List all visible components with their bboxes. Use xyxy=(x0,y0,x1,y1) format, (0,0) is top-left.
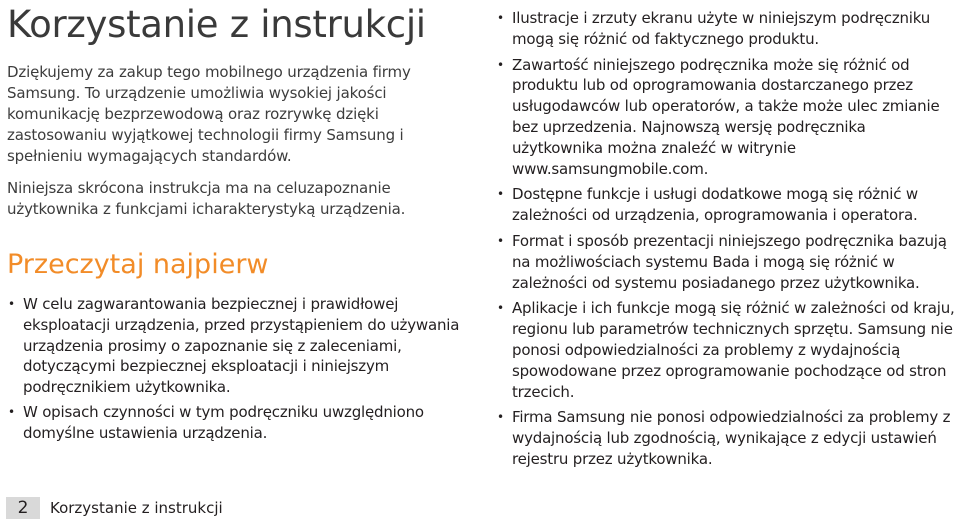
right-column xyxy=(496,8,958,470)
list-item xyxy=(496,231,958,293)
read-first-list xyxy=(7,294,467,444)
bullet-icon: • xyxy=(497,410,504,425)
list-item-text: Firma Samsung nie ponosi odpowiedzialności za problemy z wydajnością lub zgodnością, wynikające z edycji ustawień rejestru przez użytkownika. xyxy=(512,408,951,468)
list-item xyxy=(7,294,467,398)
page-footer xyxy=(0,497,300,519)
list-item-text: Format i sposób prezentacji niniejszego podręcznika bazują na możliwościach systemu Bada i mogą się różnić w zależności od systemu posiadanego przez użytkownika. xyxy=(512,231,947,292)
bullet-icon: • xyxy=(497,11,504,25)
list-item-text: Zawartość niniejszego podręcznika może się różnić od produktu lub od oprogramowania dostarczanego przez usługodawców lub operatorów, a także może ulec zmianie bez uprzedzenia. Najnowszą wersję podręcznika użytkownika można znaleźć w witrynie www.samsungmobile.com. xyxy=(512,55,940,178)
section-heading-read-first: Przeczytaj najpierw xyxy=(7,249,269,280)
notes-list xyxy=(496,8,958,470)
bullet-icon: • xyxy=(497,57,504,72)
bullet-icon: • xyxy=(8,297,15,311)
list-item-text: Dostępne funkcje i usługi dodatkowe mogą się różnić w zależności od urządzenia, oprogramowania i operatora. xyxy=(512,185,918,225)
intro-paragraph-2: Niniejsza skrócona instrukcja ma na celuzapoznanie użytkownika z funkcjami icharakterystyką urządzenia. xyxy=(7,179,406,218)
list-item-text: W celu zagwarantowania bezpiecznej i prawidłowej eksploatacji urządzenia, przed przystąpieniem do używania urządzenia prosimy o zapoznanie się z zaleceniami, dotyczącymi bezpiecznej eksploatacji i niniejszym podręcznikiem użytkownika. xyxy=(23,295,460,397)
list-item-text: W opisach czynności w tym podręczniku uwzględniono domyślne ustawienia urządzenia. xyxy=(23,402,424,442)
intro-paragraph-1: Dziękujemy za zakup tego mobilnego urządzenia firmy Samsung. To urządzenie umożliwia wysokiej jakości komunikację bezprzewodową oraz rozrywkę dzięki zastosowaniu wyjątkowej technologii firmy Samsung i spełnieniu wymagających standardów. xyxy=(7,63,411,165)
left-column xyxy=(7,0,467,444)
bullet-icon: • xyxy=(497,233,504,248)
page-title: Korzystanie z instrukcji xyxy=(7,3,426,46)
bullet-icon: • xyxy=(497,187,504,202)
bullet-icon: • xyxy=(497,301,504,316)
list-item xyxy=(496,55,958,180)
list-item xyxy=(7,402,467,444)
list-item xyxy=(496,8,958,50)
list-item-text: Aplikacje i ich funkcje mogą się różnić w zależności od kraju, regionu lub parametrów technicznych sprzętu. Samsung nie ponosi odpowiedzialności za problemy z wydajnością spowodowane przez oprogramowanie pochodzące od stron trzecich. xyxy=(512,299,955,401)
list-item xyxy=(496,407,958,469)
bullet-icon: • xyxy=(8,404,15,419)
list-item xyxy=(496,298,958,402)
footer-section-title: Korzystanie z instrukcji xyxy=(50,499,223,517)
list-item xyxy=(496,184,958,226)
list-item-text: Ilustracje i zrzuty ekranu użyte w niniejszym podręczniku mogą się różnić od faktycznego produktu. xyxy=(512,9,931,48)
page-number: 2 xyxy=(6,497,40,519)
